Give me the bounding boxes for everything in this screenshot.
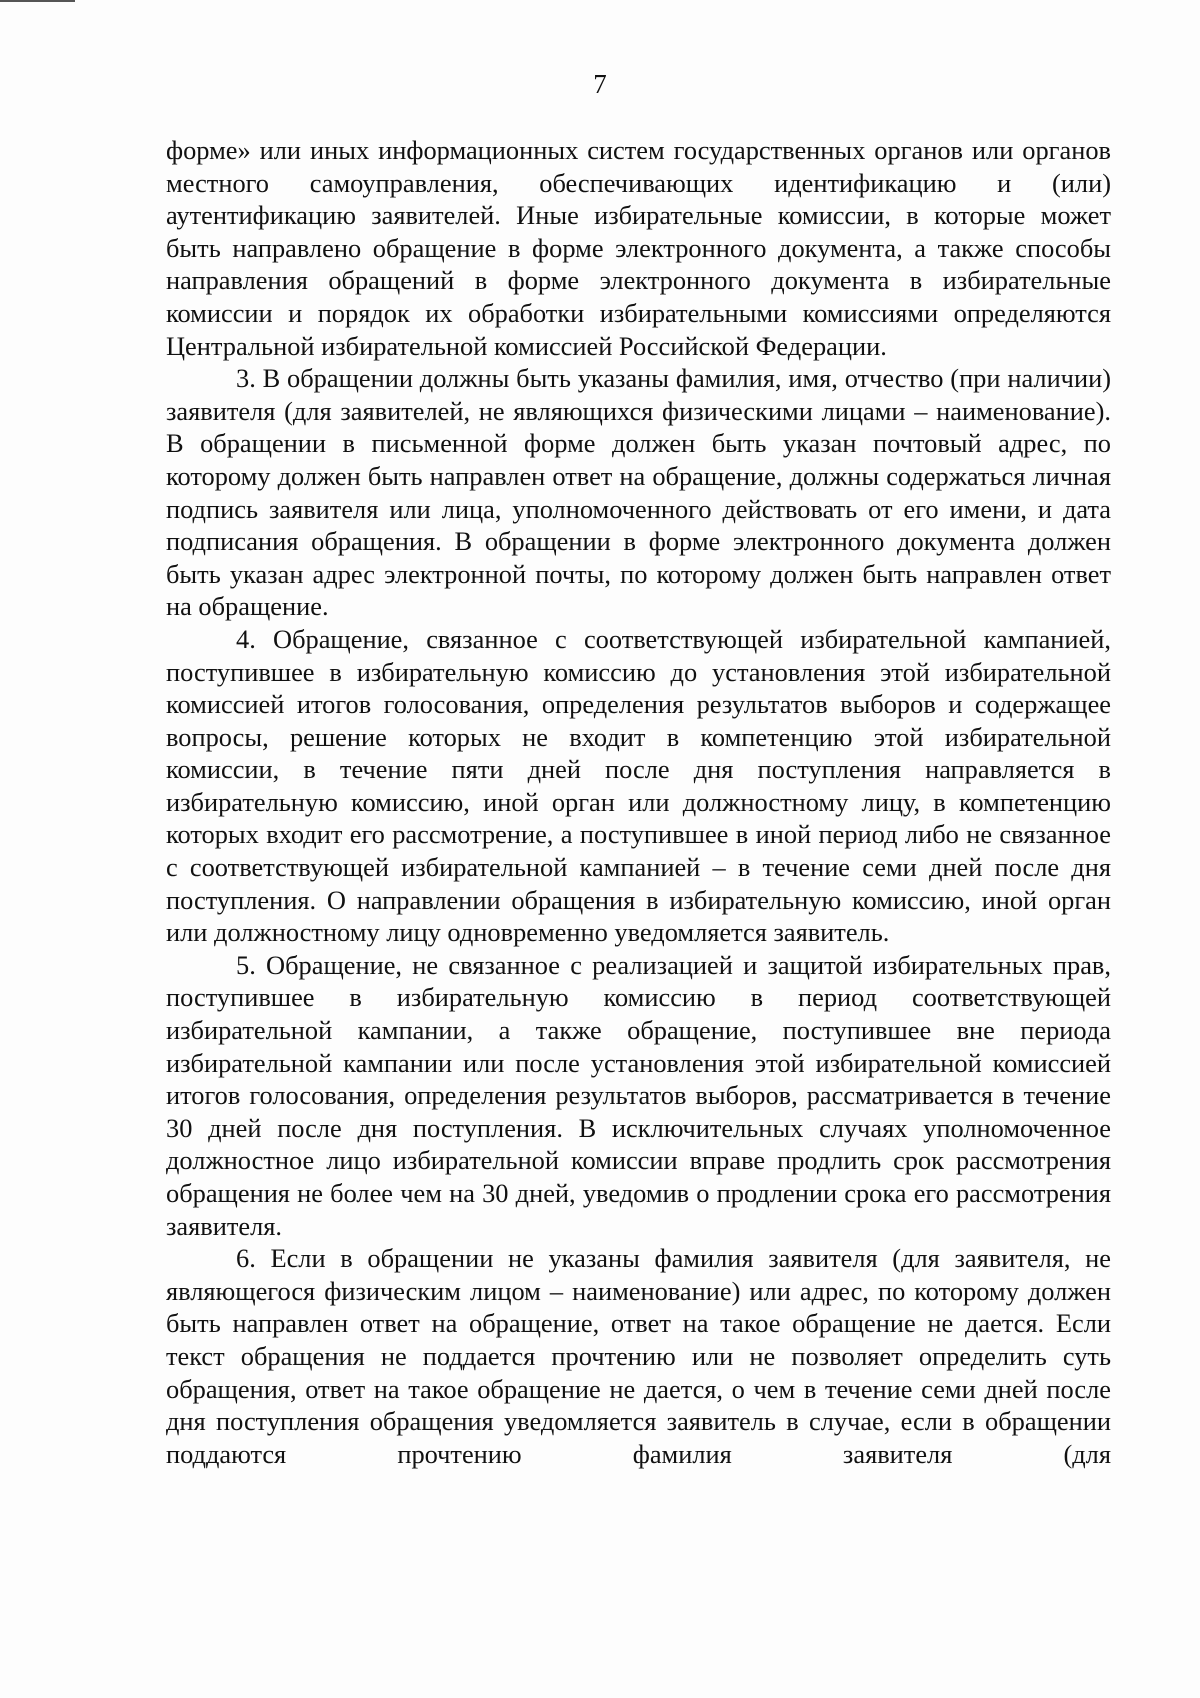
paragraph-item-5: 5. Обращение, не связанное с реализацией и защитой избирательных прав, поступившее в избирательную комиссию в период соответствующей избирательной кампании, а также обращение, поступившее вне периода избирательной кампании или после установления этой избирательной комиссией итогов голосования, определения результатов выборов, рассматривается в течение 30 дней после дня поступления. В исключительных случаях уполномоченное должностное лицо избирательной комиссии вправе продлить срок рассмотрения обращения не более чем на 30 дней, уведомив о продлении срока его рассмотрения заявителя.: [166, 949, 1111, 1241]
scan-edge-mark: [0, 0, 75, 2]
page-number: 7: [593, 69, 607, 99]
paragraph-item-6: 6. Если в обращении не указаны фамилия заявителя (для заявителя, не являющегося физическим лицом – наименование) или адрес, по которому должен быть направлен ответ на обращение, ответ на такое обращение не дается. Если текст обращения не поддается прочтению или не позволяет определить суть обращения, ответ на такое обращение не дается, о чем в течение семи дней после дня поступления обращения уведомляется заявитель в случае, если в обращении поддаются прочтению фамилия заявителя (для: [166, 1243, 1111, 1469]
document-body: [166, 134, 1111, 1470]
paragraph-continuation: форме» или иных информационных систем государственных органов или органов местного самоуправления, обеспечивающих идентификацию и (или) аутентификацию заявителей. Иные избирательные комиссии, в которые может быть направлено обращение в форме электронного документа, а также способы направления обращений в форме электронного документа в избирательные комиссии и порядок их обработки избирательными комиссиями определяются Центральной избирательной комиссией Российской Федерации.: [166, 135, 1111, 361]
paragraph-item-3: 3. В обращении должны быть указаны фамилия, имя, отчество (при наличии) заявителя (для заявителей, не являющихся физическими лицами – наименование). В обращении в письменной форме должен быть указан почтовый адрес, по которому должен быть направлен ответ на обращение, должны содержаться личная подпись заявителя или лица, уполномоченного действовать от его имени, и дата подписания обращения. В обращении в форме электронного документа должен быть указан адрес электронной почты, по которому должен быть направлен ответ на обращение.: [166, 363, 1111, 622]
paragraph-item-4: 4. Обращение, связанное с соответствующей избирательной кампанией, поступившее в избирательную комиссию до установления этой избирательной комиссией итогов голосования, определения результатов выборов и содержащее вопросы, решение которых не входит в компетенцию этой избирательной комиссии, в течение пяти дней после дня поступления направляется в избирательную комиссию, иной орган или должностному лицу, в компетенцию которых входит его рассмотрение, а поступившее в иной период либо не связанное с соответствующей избирательной кампанией – в течение семи дней после дня поступления. О направлении обращения в избирательную комиссию, иной орган или должностному лицу одновременно уведомляется заявитель.: [166, 623, 1111, 948]
